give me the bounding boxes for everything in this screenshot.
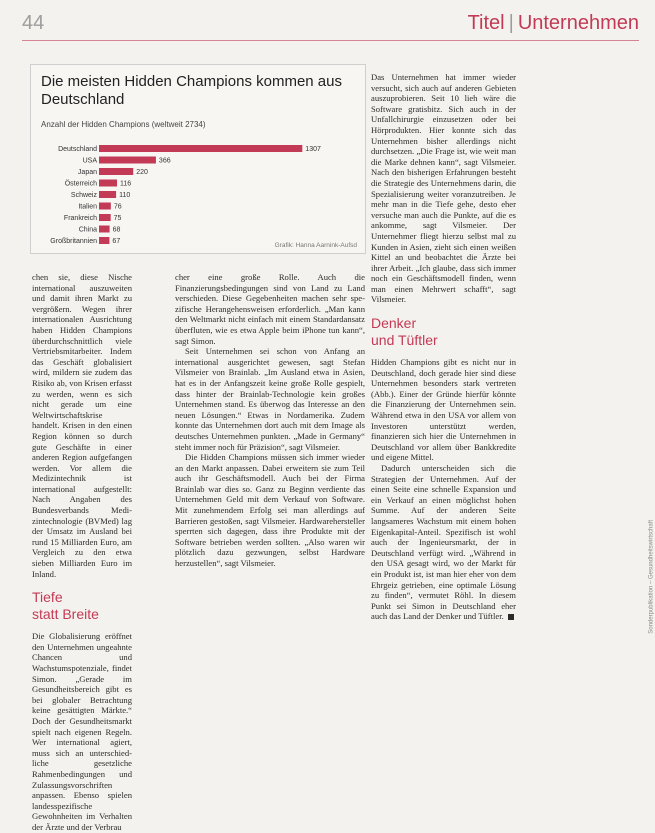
paragraph: Die Hidden Champions müssen sich immer wieder an den Markt anpassen. Dabei erweitern sie zum Teil auch ihr Geschäftsmodell. Auch bei der Firma Brainlab war dies so. Ganz zu Beginn verdiente das Unternehmen Geld mit dem Verkauf von Software. Mit zunehmendem Erfolg sei man allerdings auf Barrieren gestoßen, sagt Vilsmeier. Hardwarehersteller sperrten sich dagegen, dass ihre Produkte mit der Software betrieben werden sollten. „Also waren wir plötzlich dazu gezwungen, selbst Hardware herzustellen“, sagt Vilsmeier. bbox=[175, 452, 365, 569]
bar bbox=[99, 145, 302, 152]
value-label: 220 bbox=[136, 169, 148, 176]
bar bbox=[99, 180, 117, 187]
value-label: 1307 bbox=[305, 146, 321, 153]
category-label: USA bbox=[82, 157, 97, 165]
bar bbox=[99, 168, 133, 175]
paragraph: Die Globalisierung eröffnet den Unternehmen ungeahnte Chancen und Wachstumspotenziale, findet Simon. „Gerade im Gesundheitsbereich gibt es bei globaler Betrachtung keine gesättigten Märkte.“ Doch der Gesundheitsmarkt spielt nach eigenen Regeln. Wer international agiert, muss sich an unterschiedliche gesetzliche Rahmenbedingungen und Zulassungsvorschriften anpassen. Ebenso spielen landesspezifische Gewohnheiten im Verhalten der Ärzte und der Verbrau bbox=[32, 631, 132, 832]
section-header bbox=[468, 12, 639, 35]
category-label: Japan bbox=[77, 169, 97, 176]
end-of-article-mark bbox=[508, 614, 514, 620]
category-label: Italien bbox=[78, 203, 97, 211]
value-label: 75 bbox=[113, 215, 122, 222]
chart-title: Die meisten Hidden Champions kommen aus Deutschland bbox=[41, 73, 342, 108]
value-label: 67 bbox=[112, 238, 121, 245]
section-title: Titel bbox=[467, 12, 505, 34]
subheading-line-1: Tiefe bbox=[32, 589, 63, 606]
paragraph-text: Dadurch unterscheiden sich die Strategien der Unternehmen. Auf der einen Seite eine schnelle Expansion und ein Verkauf an einen möglichst hohen Summe. Auf der anderen Seite langsameres Wachstum mit einem hohen Eigenkapital-Anteil. Spezifisch ist wohl auch der Ingenieursmarkt, der in Deutschland verfügt wird. „Während in den USA gesagt wird, wo der Markt für ein Produkt ist, ist man hier eher von dem Ehrgeiz getrieben, eine optimale Lösung zu finden“, vermutet Röhl. In diesem Punkt sei Simon in Deutschland eher auch das Land der Denker und Tüftler. bbox=[371, 463, 516, 622]
value-label: 366 bbox=[158, 157, 171, 165]
paragraph: Das Unternehmen hat immer wieder versucht, sich auch auf anderen Gebieten auszuprobieren. Seit 10 lieh wäre die Software gratisbitz. Sich auch in der Unfallchirurgie einzusetzen oder bei Hörprodukten. Hier konnte sich das Unternehmen bisher allerdings nicht durchsetzen. „Die Frage ist, wie weit man die Marke dehnen kann“, sagt Vilsmeier. Nach den bisherigen Erfahrungen besteht die Strategie des Unternehmens darin, die Spezialisierung weiter voranzutreiben. Je mehr man in die Tiefe gehe, desto eher versuche man auch die Punkte, auf die es ankomme, sagt Vilsmeier. Der Unternehmer fliegt hierzu selbst mal zu Kunden in Asien, zieht sich einen weißen Kittel an und beobachtet die Ärzte bei ihrer Arbeit. „Ich glaube, dass sich immer noch ein Geschäftsmodell finden, wenn man einen Mehrwert schafft“, sagt Vilsmeier. bbox=[371, 72, 516, 305]
bar bbox=[99, 191, 116, 198]
subheading-line-1: Denker bbox=[371, 315, 417, 332]
bar bbox=[99, 226, 110, 233]
paragraph: Hidden Champions gibt es nicht nur in Deutschland, doch gerade hier sind diese Unternehmen besonders stark vertreten (Abb.). Einer der Gründe hierfür könnte die Finanzierung der Unternehmen sein. Während etwa in den USA vor allem von Investoren unterstützt werden, finanzieren sich hier die Unternehmen in Deutschland vor allem über Bankkredite und eigene Mittel. bbox=[371, 357, 516, 463]
chart-box bbox=[30, 64, 366, 254]
paragraph: Seit Unternehmen sei schon von Anfang an international ausgerichtet gewesen, sagt Stefan Vilsmeier von Brainlab. „Im Ausland etwa in Asien, hat es in der Anfangszeit keine große Rolle gespielt, dass hinter der Brainlab-Technologie kein großes Unternehmen stand. Es überwog das Interesse an den neuen Lösungen.“ Etwas in Nordamerika. Zudem konnte das Unternehmen dort auch mit dem Image als deutsches Unternehmen punkten. „Made in Germany“ steht immer noch für Präzision“, sagt Vilsmeier. bbox=[175, 346, 365, 452]
section-separator: | bbox=[508, 12, 514, 34]
subheading-line-2: und Tüftler bbox=[371, 332, 438, 349]
value-label: 110 bbox=[119, 192, 131, 199]
category-label: Frankreich bbox=[63, 215, 97, 222]
chart-subtitle: Anzahl der Hidden Champions (weltweit 2734) bbox=[41, 120, 206, 129]
paragraph: chen sie, diese Nische international auszuweiten und damit ihren Markt zu vergrößern. Wegen ihrer internationalen Ausrichtung haben Hidden Champions überdurchschnittlich viele Vertriebsmitarbeiter. Indem das Geschäft globalisiert wird, mildern sie zudem das Risiko ab, von Krisen erfasst zu werden, wenn es sich nicht gerade um eine Weltwirtschaftskrise handelt. Krisen in den einen Region können so durch gute Geschäfte in einer anderen Region aufgefangen werden. Vor allem die Medizintechnik ist international aufgestellt: Nach Angaben des Bundesverbands Medizintechnologie (BVMed) lag der Umsatz im Ausland bei rund 15 Milliarden Euro, am Vergleich zu den etwa sieben Milliarden Euro im Inland. bbox=[32, 272, 132, 579]
bar-chart bbox=[31, 65, 365, 253]
text-column-3 bbox=[371, 72, 516, 622]
subheading-denker bbox=[371, 315, 516, 349]
paragraph bbox=[371, 463, 516, 622]
category-label: China bbox=[78, 226, 97, 234]
category-label: Schweiz bbox=[70, 192, 97, 199]
category-label: Österreich bbox=[64, 180, 97, 188]
bar bbox=[99, 203, 111, 210]
paragraph: cher eine große Rolle. Auch die Finanzierungsbedingungen sind von Land zu Land verschieden. Diese Gegebenheiten machen sehr spezifische Herangehensweisen erforderlich. „Man kann den Weltmarkt nicht einfach mit einem Standardansatz überfluten, wie es etwa Apple beim iPhone tun kann“, sagt Simon. bbox=[175, 272, 365, 346]
category-label: Deutschland bbox=[58, 146, 97, 153]
text-column-1 bbox=[32, 272, 132, 833]
bar bbox=[99, 157, 156, 164]
bar bbox=[99, 237, 109, 244]
bar bbox=[99, 214, 111, 221]
page-number: 44 bbox=[22, 12, 45, 34]
chart-source: Grafik: Hanna Aarnink-Aufsd bbox=[274, 242, 357, 249]
header-rule bbox=[22, 40, 639, 41]
category-label: Großbritannien bbox=[50, 238, 97, 245]
side-credit: Sonderpublikation – Gesundheitswirtschaft bbox=[649, 520, 655, 634]
value-label: 116 bbox=[120, 180, 132, 188]
subheading-tiefe bbox=[32, 589, 132, 623]
text-column-2 bbox=[175, 272, 365, 569]
section-subtitle: Unternehmen bbox=[517, 12, 639, 34]
value-label: 68 bbox=[112, 226, 121, 234]
value-label: 76 bbox=[113, 203, 122, 211]
subheading-line-2: statt Breite bbox=[32, 606, 99, 623]
